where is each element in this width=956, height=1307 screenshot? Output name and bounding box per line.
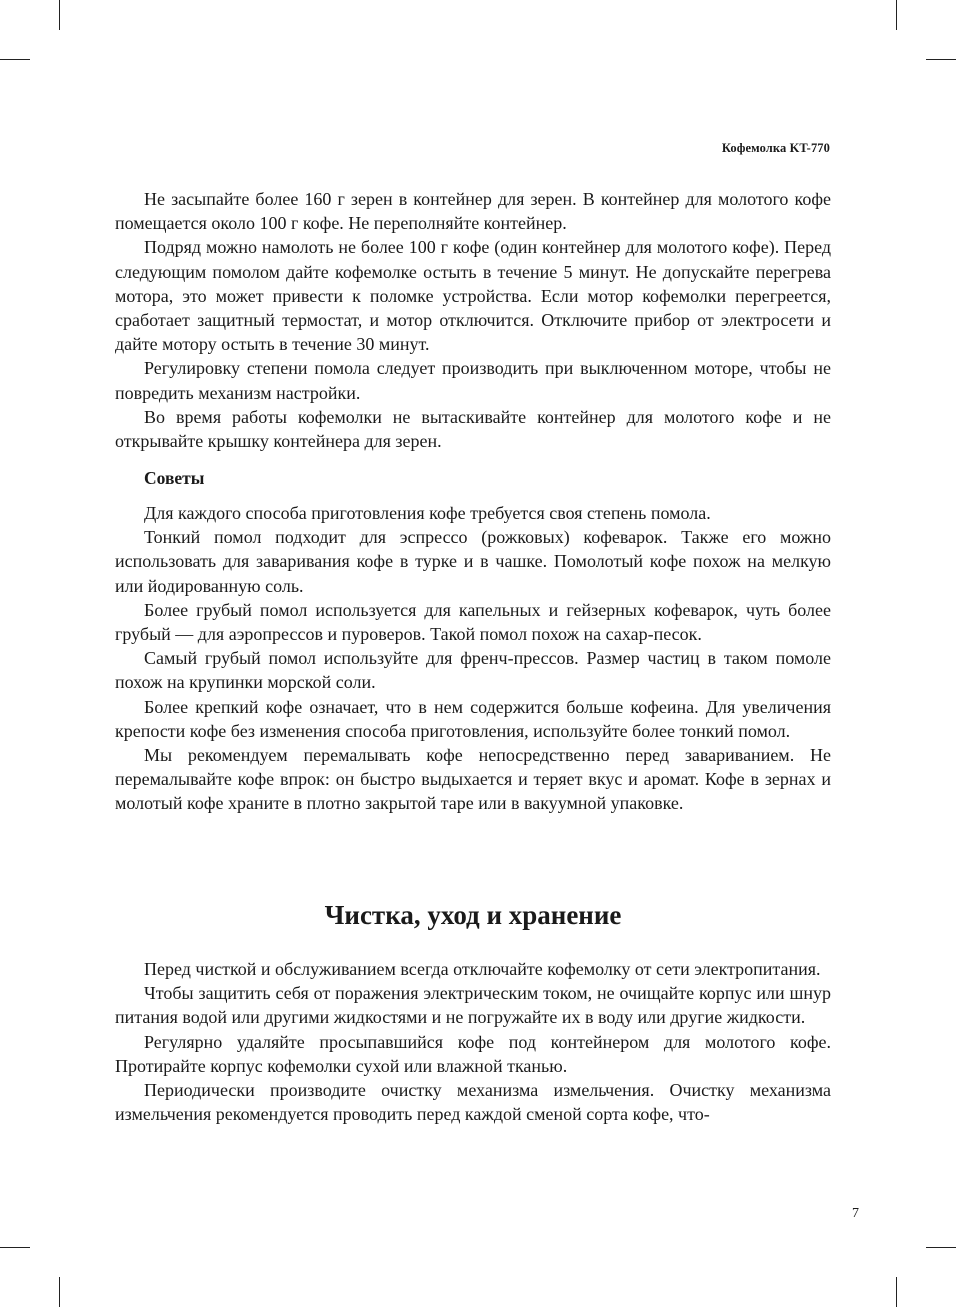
care-section — [115, 957, 831, 1126]
paragraph: Во время работы кофемолки не вытаскивайте контейнер для молотого кофе и не открывайте крышку контейнера для зерен. — [115, 406, 831, 452]
page-number: 7 — [852, 1206, 859, 1221]
paragraph: Периодически производите очистку механизма измельчения. Очистку механизма измельчения рекомендуется проводить перед каждой сменой сорта кофе, что- — [115, 1080, 831, 1125]
paragraph: Перед чисткой и обслуживанием всегда отключайте кофемолку от сети электропитания. — [144, 959, 821, 979]
intro-section — [115, 187, 831, 453]
crop-mark-bottom-left-vertical — [59, 1277, 60, 1307]
crop-mark-top-left-vertical — [59, 0, 60, 30]
paragraph: Регулярно удаляйте просыпавшийся кофе под контейнером для молотого кофе. Протирайте корпус кофемолки сухой или влажной тканью. — [115, 1031, 831, 1076]
tips-section — [115, 501, 831, 816]
paragraph: Тонкий помол подходит для эспрессо (рожковых) кофеварок. Также его можно использовать для заваривания кофе в турке и в чашке. Помолотый кофе похож на мелкую или йодированную соль. — [115, 527, 831, 596]
crop-mark-top-right-vertical — [896, 0, 897, 30]
crop-mark-top-left-horizontal — [0, 59, 30, 60]
paragraph: Мы рекомендуем перемалывать кофе непосредственно перед завариванием. Не перемалывайте кофе впрок: он быстро выдыхается и теряет вкус и аромат. Кофе в зернах и молотый кофе храните в плотно закрытой таре или в вакуумной упаковке. — [115, 745, 831, 814]
paragraph: Более крепкий кофе означает, что в нем содержится больше кофеина. Для увеличения крепости кофе без изменения способа приготовления, используйте более тонкий помол. — [115, 696, 831, 741]
paragraph: Чтобы защитить себя от поражения электрическим током, не очищайте корпус или шнур питания водой или другими жидкостями и не погружайте их в воду или другие жидкости. — [115, 983, 831, 1028]
paragraph: Регулировку степени помола следует производить при выключенном моторе, чтобы не повредить механизм настройки. — [115, 358, 831, 403]
tips-heading: Советы — [144, 468, 205, 488]
paragraph: Самый грубый помол используйте для френч-прессов. Размер частиц в таком помоле похож на крупинки морской соли. — [115, 648, 831, 693]
chapter-title: Чистка, уход и хранение — [324, 900, 622, 930]
running-header: Кофемолка KT-770 — [721, 141, 830, 155]
crop-mark-bottom-right-horizontal — [926, 1247, 956, 1248]
paragraph: Для каждого способа приготовления кофе требуется своя степень помола. — [144, 503, 711, 523]
paragraph: Не засыпайте более 160 г зерен в контейнер для зерен. В контейнер для молотого кофе помещается около 100 г кофе. Не переполняйте контейнер. — [115, 189, 831, 234]
crop-mark-top-right-horizontal — [926, 59, 956, 60]
paragraph: Подряд можно намолоть не более 100 г кофе (один контейнер для молотого кофе). Перед следующим помолом дайте кофемолке остыть в течение 5 минут. Не допускайте перегрева мотора, это может привести к поломке устройства. Если мотор кофемолки перегреется, сработает защитный термостат, и мотор отключится. Отключите прибор от электросети и дайте мотору остыть в течение 30 минут. — [115, 237, 831, 355]
crop-mark-bottom-left-horizontal — [0, 1247, 30, 1248]
paragraph: Более грубый помол используется для капельных и гейзерных кофеварок, чуть более грубый — для аэропрессов и пуроверов. Такой помол похож на сахар-песок. — [115, 599, 831, 645]
crop-mark-bottom-right-vertical — [896, 1277, 897, 1307]
